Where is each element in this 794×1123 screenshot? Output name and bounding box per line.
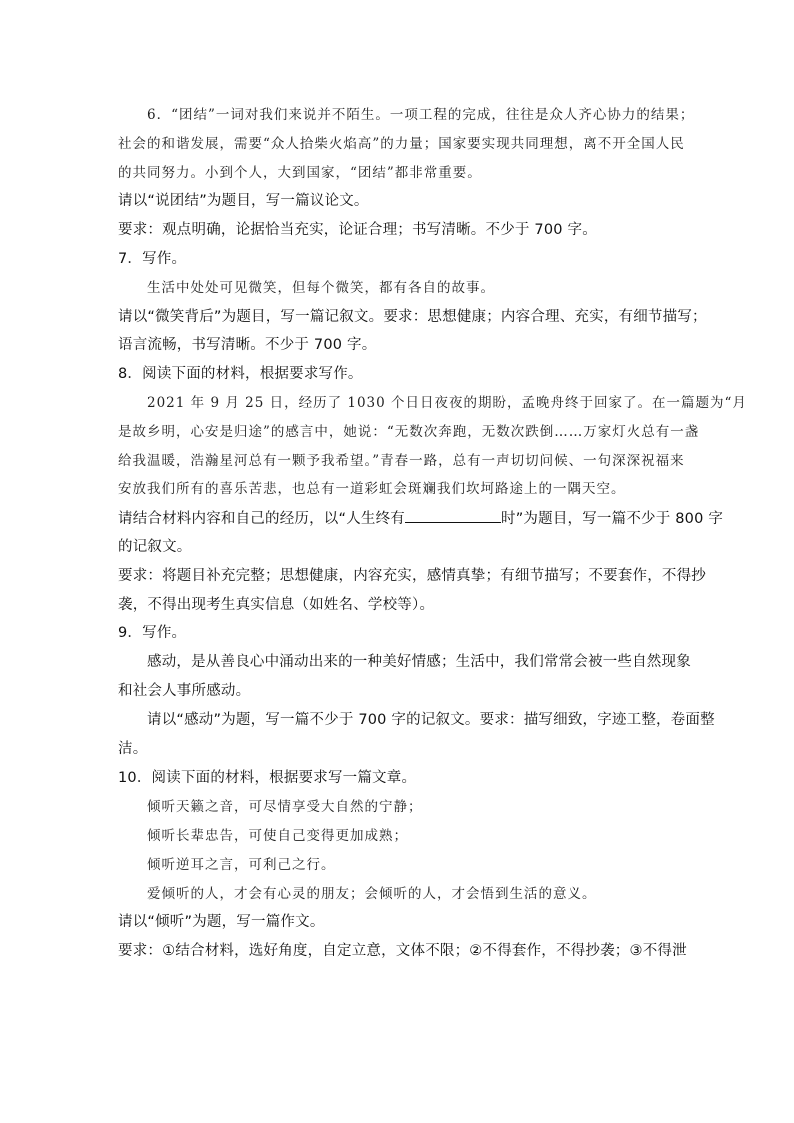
q10-material-line: 倾听长辈忠告，可使自己变得更加成熟； [147, 828, 408, 844]
q8-heading: 8．阅读下面的材料，根据要求写作。 [118, 366, 363, 382]
q8-requirements-line: 要求：将题目补充完整；思想健康，内容充实，感情真挚；有细节描写；不要套作，不得抄 [118, 568, 706, 584]
q7-prompt-line: 语言流畅，书写清晰。不少于 700 字。 [118, 337, 377, 353]
q10-material-line: 爱倾听的人，才会有心灵的朋友；会倾听的人，才会悟到生活的意义。 [147, 886, 597, 902]
q9-heading: 9．写作。 [118, 625, 187, 641]
q8-prompt-after: 时”为题目，写一篇不少于 800 字 [501, 511, 724, 527]
q8-material-line: 是故乡明，心安是归途”的感言中，她说：“无数次奔跑，无数次跌倒……万家灯火总有一盏 [118, 424, 700, 440]
q9-prompt-line: 请以“感动”为题，写一篇不少于 700 字的记叙文。要求：描写细致，字迹工整，卷面整 [147, 712, 715, 728]
q8-prompt-end: 的记叙文。 [118, 539, 192, 555]
q8-prompt-before: 请结合材料内容和自己的经历，以“人生终有 [118, 511, 406, 527]
q6-prompt: 请以“说团结”为题目，写一篇议论文。 [118, 193, 369, 209]
q10-prompt: 请以“倾听”为题，写一篇作文。 [118, 914, 325, 930]
q10-heading: 10．阅读下面的材料，根据要求写一篇文章。 [118, 770, 417, 786]
q9-prompt-line: 洁。 [118, 741, 148, 757]
q8-material-line: 安放我们所有的喜乐苦悲，也总有一道彩虹会斑斓我们坎坷路途上的一隅天空。 [118, 481, 626, 497]
q9-material-line: 感动，是从善良心中涌动出来的一种美好情感；生活中，我们常常会被一些自然现象 [147, 654, 691, 670]
title-blank [405, 508, 501, 523]
q6-material-line: 的共同努力。小到个人，大到国家，“团结”都非常重要。 [118, 165, 482, 181]
q7-material: 生活中处处可见微笑，但每个微笑，都有各自的故事。 [147, 280, 495, 296]
q10-material-line: 倾听天籁之音，可尽情享受大自然的宁静； [147, 799, 423, 815]
q8-material-line: 给我温暖，浩瀚星河总有一颗予我希望。”青春一路，总有一声切切问候、一句深深祝福来 [118, 453, 685, 469]
q8-requirements-line: 袭，不得出现考生真实信息（如姓名、学校等）。 [118, 597, 435, 613]
q10-material-line: 倾听逆耳之言，可利己之行。 [147, 857, 336, 873]
q8-prompt [118, 508, 723, 529]
q6-requirements: 要求：观点明确，论据恰当充实，论证合理；书写清晰。不少于 700 字。 [118, 222, 597, 238]
q7-heading: 7．写作。 [118, 251, 187, 267]
q6-material-line: 社会的和谐发展，需要“众人拾柴火焰高”的力量；国家要实现共同理想，离不开全国人民 [118, 136, 685, 152]
q6-material-line: 6．“团结”一词对我们来说并不陌生。一项工程的完成，往往是众人齐心协力的结果； [147, 107, 695, 123]
q10-requirements: 要求：①结合材料，选好角度，自定立意，文体不限；②不得套作，不得抄袭；③不得泄 [118, 943, 687, 959]
q9-material-line: 和社会人事所感动。 [118, 683, 251, 699]
q7-prompt-line: 请以“微笑背后”为题目，写一篇记叙文。要求：思想健康；内容合理、充实，有细节描写； [118, 309, 707, 325]
q8-material-line: 2021 年 9 月 25 日，经历了 1030 个日日夜夜的期盼，孟晚舟终于回家了。在一篇题为“月 [147, 395, 747, 411]
